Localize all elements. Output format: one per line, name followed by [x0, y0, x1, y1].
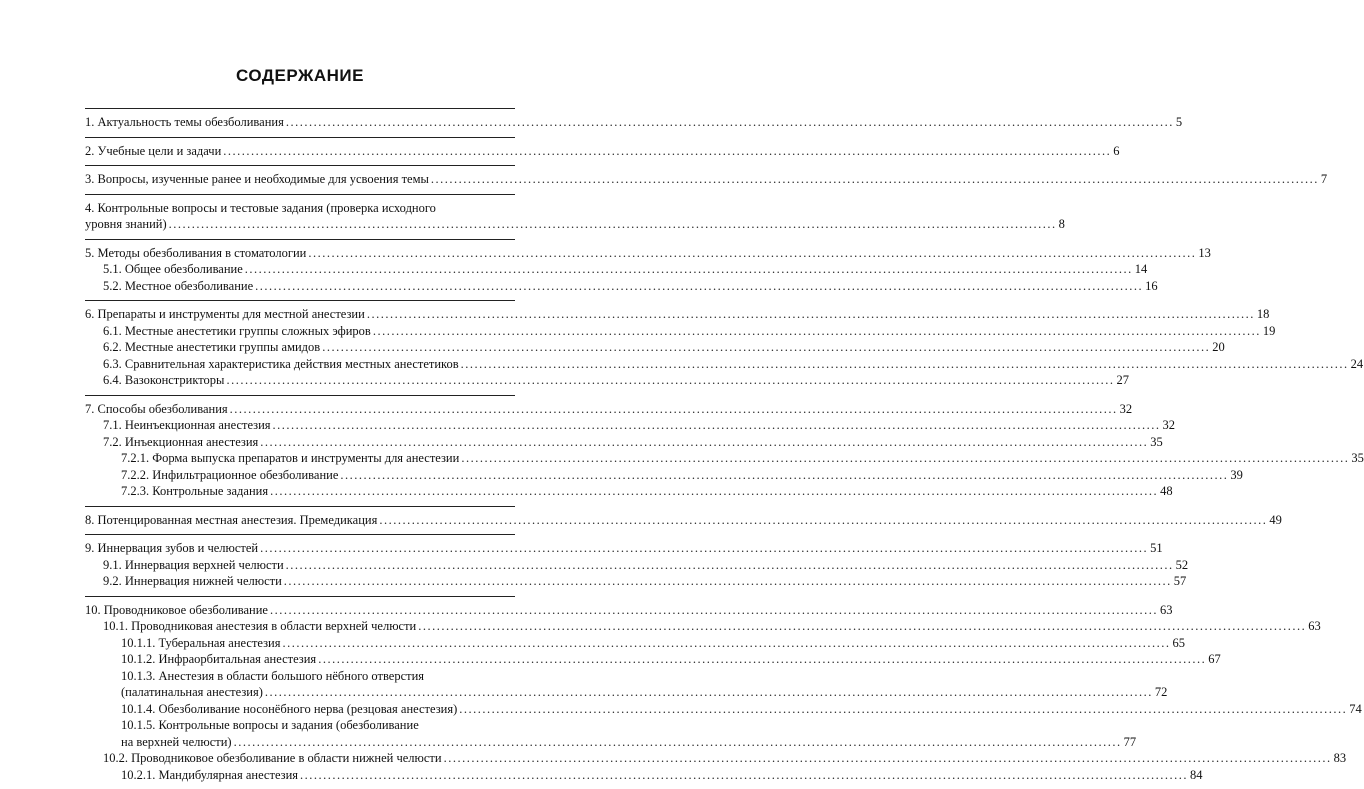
toc-page-number: 14	[1134, 262, 1148, 276]
toc-entry-text: на верхней челюсти)	[121, 734, 232, 749]
toc-dot-leader	[273, 417, 1161, 434]
toc-section	[85, 194, 1065, 233]
toc-dot-leader	[373, 323, 1261, 340]
toc-entry-text: 7.2.2. Инфильтрационное обезболивание	[121, 467, 339, 482]
toc-section	[85, 239, 1211, 295]
toc-page-number: 27	[1116, 373, 1129, 387]
toc-entry	[85, 767, 1203, 784]
toc-entry	[85, 245, 1211, 262]
toc-entry-text: 10.1.1. Туберальная анестезия	[121, 635, 281, 650]
page-title: СОДЕРЖАНИЕ	[236, 66, 364, 85]
toc-entry	[85, 734, 1137, 751]
toc-entry	[85, 450, 1364, 467]
toc-dot-leader	[255, 278, 1143, 295]
toc-page-number: 35	[1351, 451, 1364, 465]
toc-entry	[85, 602, 1173, 619]
toc-entry	[85, 261, 1148, 278]
toc-entry	[85, 557, 1189, 574]
toc-page-number: 7	[1320, 172, 1328, 186]
toc-page-number: 77	[1123, 734, 1137, 749]
toc-entry-text: 6.3. Сравнительная характеристика действия местных анестетиков	[103, 356, 459, 371]
toc-entry-text: (палатинальная анестезия)	[121, 685, 263, 699]
toc-section	[85, 395, 1364, 500]
toc-entry-text: 10.2. Проводниковое обезболивание в области нижней челюсти	[103, 751, 442, 765]
toc-dot-leader	[234, 734, 1122, 751]
toc-dot-leader	[265, 684, 1153, 701]
toc-entry-text: 1. Актуальность темы обезболивания	[85, 115, 284, 129]
toc-dot-leader	[444, 750, 1332, 767]
toc-dot-leader	[300, 767, 1188, 784]
toc-dot-leader	[270, 602, 1158, 619]
toc-entry-text: 6. Препараты и инструменты для местной анестезии	[85, 307, 365, 321]
toc-entry-text: 7.1. Неинъекционная анестезия	[103, 418, 271, 432]
toc-page-number: 48	[1160, 484, 1173, 498]
toc-section	[85, 108, 1183, 131]
toc-entry-text: 5.2. Местное обезболивание	[103, 278, 254, 293]
toc-dot-leader	[322, 339, 1210, 356]
toc-dot-leader	[461, 450, 1349, 467]
toc-entry-text: уровня знаний)	[85, 217, 167, 231]
toc-page-number: 67	[1208, 652, 1221, 666]
toc-page-number: 16	[1145, 278, 1158, 293]
toc-page-number: 65	[1172, 635, 1185, 650]
toc-dot-leader	[260, 434, 1148, 451]
toc-entry-text: 5.1. Общее обезболивание	[103, 262, 243, 276]
toc-entry-text: 7.2.1. Форма выпуска препаратов и инструменты для анестезии	[121, 451, 460, 465]
toc-page-number: 35	[1150, 434, 1163, 449]
toc-section	[85, 165, 1328, 188]
toc-page-number: 6	[1113, 143, 1120, 158]
toc-entry	[85, 434, 1163, 451]
toc-section	[85, 534, 1189, 590]
toc-dot-leader	[308, 245, 1196, 262]
toc-entry	[85, 372, 1129, 389]
toc-page-number: 32	[1162, 418, 1176, 432]
toc-entry	[85, 467, 1243, 484]
toc-entry	[85, 540, 1163, 557]
toc-entry-text: 6.1. Местные анестетики группы сложных эфиров	[103, 323, 371, 338]
toc-entry	[85, 483, 1173, 500]
toc-dot-leader	[318, 651, 1206, 668]
toc-entry	[85, 417, 1176, 434]
toc-entry	[85, 216, 1065, 233]
toc-entry-text: 5. Методы обезболивания в стоматологии	[85, 245, 307, 260]
toc-entry	[85, 323, 1276, 340]
toc-entry	[85, 339, 1225, 356]
toc-dot-leader	[284, 573, 1172, 590]
toc-entry-text: 9. Иннервация зубов и челюстей	[85, 541, 259, 555]
toc-dot-leader	[283, 635, 1171, 652]
toc-dot-leader	[260, 540, 1148, 557]
toc-entry	[85, 684, 1168, 701]
toc-page-number: 84	[1190, 767, 1203, 782]
toc-entry-text-line: 10.1.3. Анестезия в области большого нёбного отверстия	[121, 668, 425, 683]
table-of-contents	[85, 108, 1364, 789]
toc-entry-text: 10.2.1. Мандибулярная анестезия	[121, 767, 299, 782]
toc-entry	[85, 278, 1158, 295]
toc-dot-leader	[245, 261, 1133, 278]
toc-entry	[85, 573, 1187, 590]
toc-dot-leader	[223, 143, 1111, 160]
toc-entry	[85, 401, 1133, 418]
toc-entry-text: 2. Учебные цели и задачи	[85, 143, 222, 158]
toc-dot-leader	[461, 356, 1349, 373]
toc-page-number: 83	[1333, 751, 1347, 765]
toc-entry-text: 7.2. Инъекционная анестезия	[103, 434, 259, 449]
toc-page-number: 32	[1119, 401, 1133, 416]
toc-page-number: 8	[1058, 217, 1065, 231]
toc-entry-text: 8. Потенцированная местная анестезия. Премедикация	[85, 512, 378, 527]
toc-entry	[85, 114, 1183, 131]
toc-dot-leader	[431, 171, 1319, 188]
toc-entry-text: 6.2. Местные анестетики группы амидов	[103, 340, 321, 354]
toc-page-number: 20	[1212, 340, 1225, 354]
toc-page-number: 74	[1349, 701, 1362, 716]
toc-page-number: 5	[1175, 115, 1183, 129]
toc-entry-text: 9.1. Иннервация верхней челюсти	[103, 557, 284, 572]
toc-page-number: 24	[1350, 356, 1364, 371]
toc-entry	[85, 750, 1347, 767]
toc-entry	[85, 143, 1120, 160]
toc-page-number: 63	[1159, 602, 1173, 617]
toc-page-number: 18	[1256, 307, 1270, 321]
toc-section	[85, 506, 1282, 529]
toc-page-number: 57	[1173, 574, 1187, 588]
toc-entry-text-line: 10.1.5. Контрольные вопросы и задания (обезболивание	[121, 718, 419, 732]
toc-entry-text: 9.2. Иннервация нижней челюсти	[103, 574, 282, 588]
toc-entry-text-line: 4. Контрольные вопросы и тестовые задания (проверка исходного	[85, 200, 436, 215]
toc-dot-leader	[418, 618, 1306, 635]
toc-page-number: 19	[1262, 323, 1276, 338]
toc-dot-leader	[169, 216, 1057, 233]
toc-dot-leader	[286, 557, 1174, 574]
toc-entry	[85, 512, 1282, 529]
toc-dot-leader	[459, 701, 1347, 718]
toc-entry	[85, 701, 1362, 718]
toc-dot-leader	[340, 467, 1228, 484]
toc-entry-text: 6.4. Вазоконстрикторы	[103, 373, 225, 387]
toc-entry-text: 10.1. Проводниковая анестезия в области верхней челюсти	[103, 619, 417, 633]
toc-dot-leader	[226, 372, 1114, 389]
toc-entry	[85, 306, 1270, 323]
toc-entry	[85, 635, 1185, 652]
toc-dot-leader	[230, 401, 1118, 418]
toc-section	[85, 137, 1120, 160]
toc-entry-text: 10.1.4. Обезболивание носонёбного нерва (резцовая анестезия)	[121, 701, 458, 716]
toc-section	[85, 596, 1362, 784]
toc-page-number: 72	[1154, 685, 1168, 699]
toc-entry-text: 7.2.3. Контрольные задания	[121, 484, 269, 498]
toc-dot-leader	[367, 306, 1255, 323]
toc-page-number: 63	[1308, 619, 1321, 633]
toc-section	[85, 300, 1364, 389]
toc-dot-leader	[286, 114, 1174, 131]
toc-entry-text: 10. Проводниковое обезболивание	[85, 602, 268, 617]
toc-page-number: 52	[1175, 557, 1189, 572]
toc-page-number: 13	[1198, 245, 1211, 260]
toc-dot-leader	[379, 512, 1267, 529]
toc-entry	[85, 618, 1321, 635]
toc-entry	[85, 651, 1221, 668]
toc-dot-leader	[270, 483, 1158, 500]
toc-page-number: 49	[1269, 512, 1282, 527]
toc-entry-text: 7. Способы обезболивания	[85, 401, 228, 416]
toc-entry	[85, 356, 1364, 373]
toc-entry	[85, 171, 1328, 188]
toc-entry-text: 10.1.2. Инфраорбитальная анестезия	[121, 652, 317, 666]
toc-page-number: 39	[1230, 467, 1243, 482]
toc-entry-text: 3. Вопросы, изученные ранее и необходимые для усвоения темы	[85, 172, 429, 186]
toc-page-number: 51	[1150, 541, 1163, 555]
